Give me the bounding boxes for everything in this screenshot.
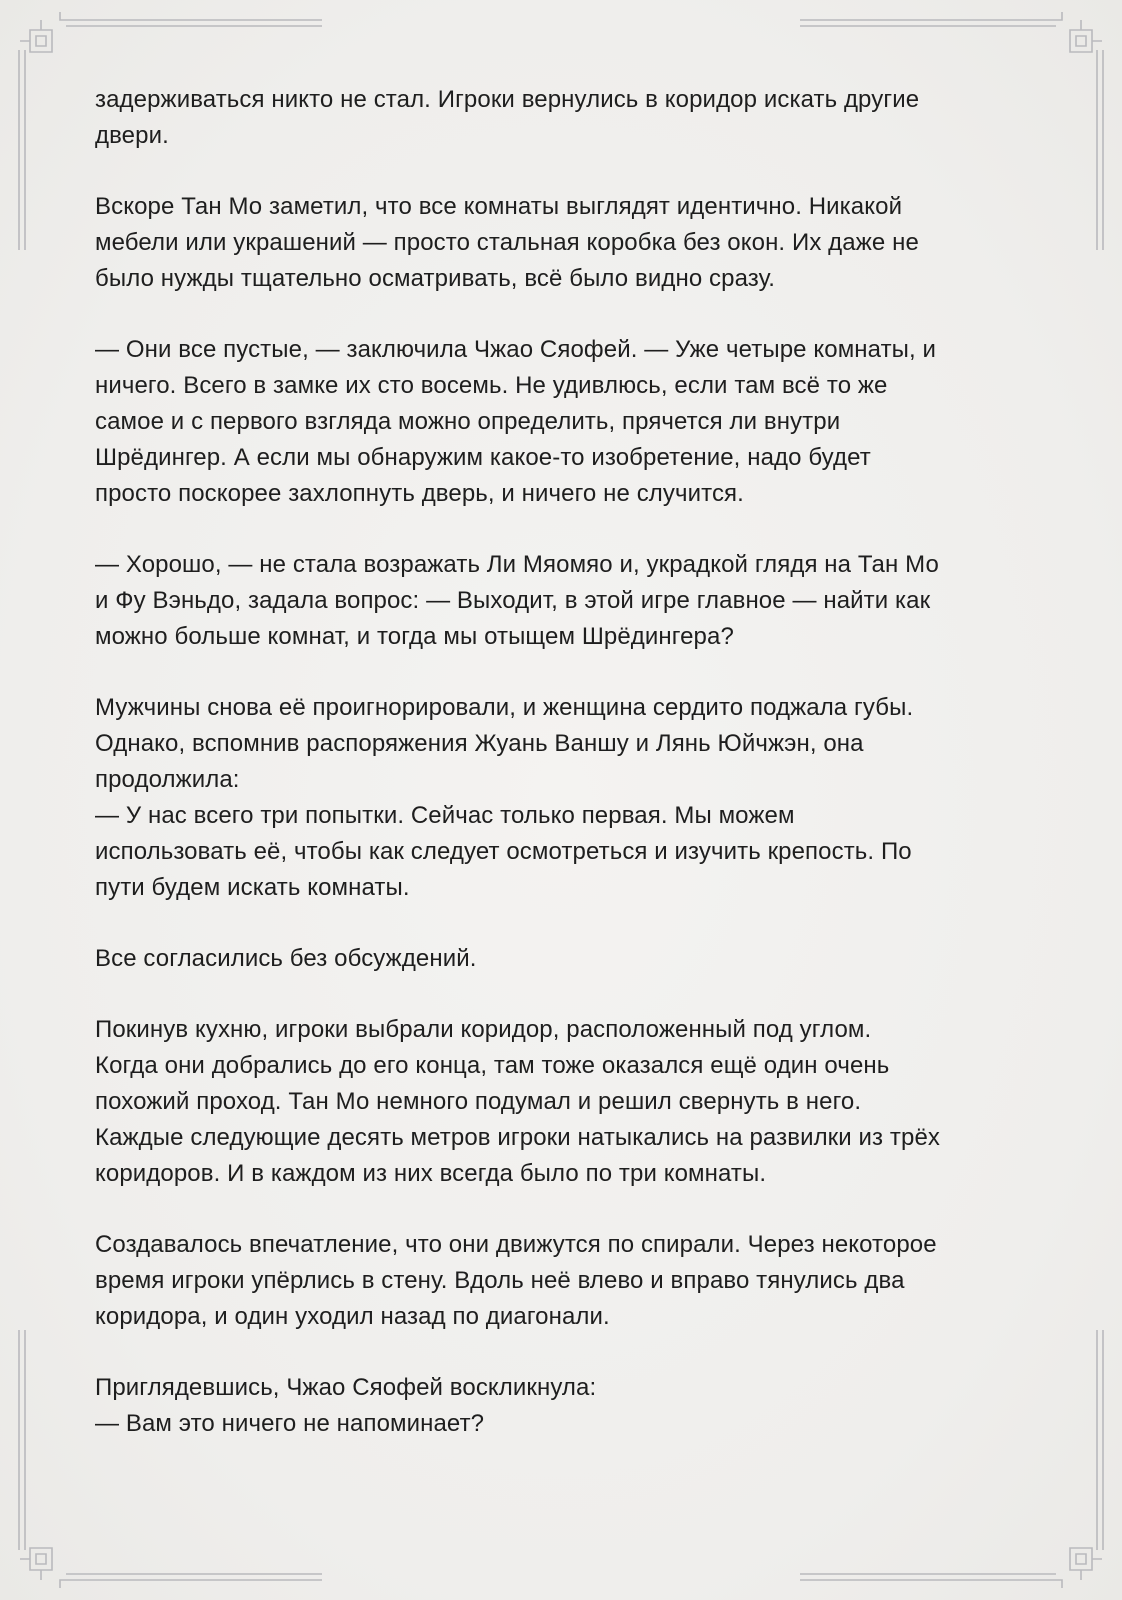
- paragraph: — Хорошо, — не стала возражать Ли Мяомяо и, украдкой глядя на Тан Мо и Фу Вэньдо, задала вопрос: — Выходит, в этой игре главное — найти как можно больше комнат, и тогда мы отыщем Шрёдингера?: [95, 551, 939, 650]
- paragraph: Мужчины снова её проигнорировали, и женщина сердито поджала губы. Однако, вспомнив распоряжения Жуань Ваншу и Лянь Юйчжэн, она продолжила: — У нас всего три попытки. Сейчас только первая. Мы можем использовать её, чтобы как следует осмотреться и изучить крепость. По пути будем искать комнаты.: [95, 694, 914, 901]
- document-body: [95, 82, 1035, 1477]
- paragraph: Создавалось впечатление, что они движутся по спирали. Через некоторое время игроки упёрлись в стену. Вдоль неё влево и вправо тянулись два коридора, и один уходил назад по диагонали.: [95, 1231, 937, 1330]
- paragraph: Все согласились без обсуждений.: [95, 945, 477, 972]
- paragraph: задерживаться никто не стал. Игроки вернулись в коридор искать другие двери.: [95, 86, 920, 149]
- paragraph: — Они все пустые, — заключила Чжао Сяофей. — Уже четыре комнаты, и ничего. Всего в замке их сто восемь. Не удивлюсь, если там всё то же самое и с первого взгляда можно определить, прячется ли внутри Шрёдингер. А если мы обнаружим какое-то изобретение, надо будет просто поскорее захлопнуть дверь, и ничего не случится.: [95, 336, 937, 507]
- paragraph: Вскоре Тан Мо заметил, что все комнаты выглядят идентично. Никакой мебели или украшений — просто стальная коробка без окон. Их даже не было нужды тщательно осматривать, всё было видно сразу.: [95, 193, 919, 292]
- paragraph: Покинув кухню, игроки выбрали коридор, расположенный под углом. Когда они добрались до его конца, там тоже оказался ещё один очень похожий проход. Тан Мо немного подумал и решил свернуть в него. Каждые следующие десять метров игроки натыкались на развилки из трёх коридоров. И в каждом из них всегда было по три комнаты.: [95, 1016, 941, 1187]
- paragraph: Приглядевшись, Чжао Сяофей воскликнула: — Вам это ничего не напоминает?: [95, 1374, 597, 1437]
